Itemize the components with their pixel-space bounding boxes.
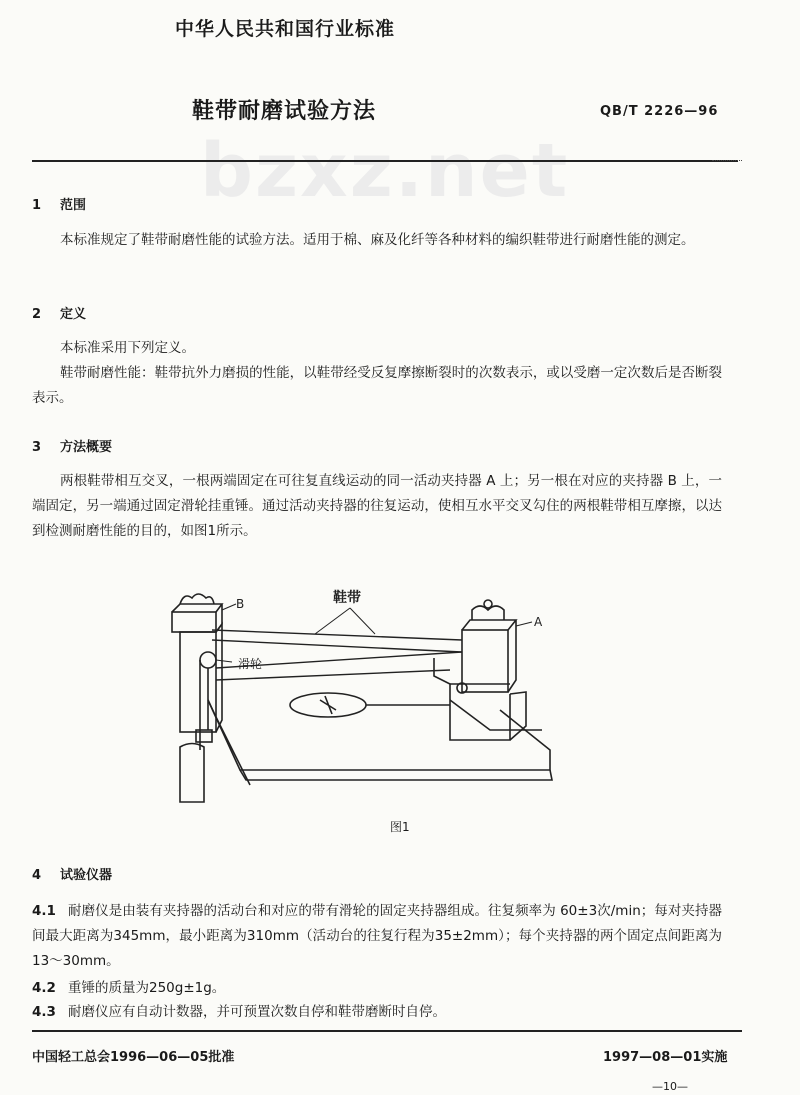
figure-1-apparatus — [150, 580, 570, 810]
header-rule — [32, 160, 738, 162]
section-number: 4 — [32, 868, 42, 883]
section-title: 试验仪器 — [60, 868, 113, 883]
base-plate — [208, 700, 550, 770]
section-3-heading — [32, 436, 112, 455]
label-b: B — [236, 597, 245, 611]
item-number: 4.1 — [32, 903, 56, 919]
implementation-date: 1997—08—01实施 — [603, 1050, 728, 1065]
clamp-b-column — [180, 632, 216, 732]
label-shoelace: 鞋带 — [333, 590, 361, 606]
section-1-heading — [32, 194, 86, 213]
section-4-heading — [32, 864, 112, 883]
label-pulley: 滑轮 — [238, 657, 263, 671]
section-number: 1 — [32, 198, 42, 213]
header-rule-dotted — [712, 160, 742, 161]
section-1-text: 本标准规定了鞋带耐磨性能的试验方法。适用于棉、麻及化纤等各种材料的编织鞋带进行耐磨性能的测定。 — [60, 232, 695, 248]
figure-caption: 图1 — [390, 820, 410, 834]
section-number: 3 — [32, 440, 42, 455]
item-number: 4.2 — [32, 980, 56, 996]
label-a: A — [534, 615, 543, 629]
clamp-a-block — [462, 630, 508, 692]
section-number: 2 — [32, 307, 42, 322]
item-text: 重锤的质量为250g±1g。 — [68, 980, 226, 996]
item-4-1 — [32, 899, 722, 974]
header-organization: 中华人民共和国行业标准 — [175, 18, 396, 40]
page-number: —10— — [652, 1080, 688, 1093]
section-2-text-2: 鞋带耐磨性能：鞋带抗外力磨损的性能，以鞋带经受反复摩擦断裂时的次数表示，或以受磨一定次数后是否断裂表示。 — [32, 365, 722, 406]
section-2-text-1: 本标准采用下列定义。 — [60, 340, 195, 356]
item-4-3 — [32, 1000, 722, 1025]
weight — [180, 744, 204, 803]
shoelace-1 — [212, 630, 462, 640]
document-title: 鞋带耐磨试验方法 — [192, 99, 377, 124]
clamp-b-top — [172, 612, 216, 632]
section-2-heading — [32, 303, 86, 322]
section-title: 方法概要 — [60, 440, 113, 455]
section-title: 定义 — [60, 307, 87, 322]
watermark: bzxz.net — [200, 128, 570, 214]
item-text: 耐磨仪是由装有夹持器的活动台和对应的带有滑轮的固定夹持器组成。往复频率为 60±3次/min；每对夹持器间最大距离为345mm，最小距离为310mm（活动台的往复行程为35±2mm）；每个夹持器的两个固定点间距离为13～30mm。 — [32, 903, 722, 969]
footer-rule — [32, 1030, 742, 1032]
item-4-2 — [32, 976, 722, 1001]
item-number: 4.3 — [32, 1004, 56, 1020]
pulley — [200, 652, 216, 668]
standard-code: QB/T 2226—96 — [600, 104, 719, 119]
section-3-text: 两根鞋带相互交叉，一根两端固定在可往复直线运动的同一活动夹持器 A 上；另一根在对应的夹持器 B 上，一端固定，另一端通过固定滑轮挂重锤。通过活动夹持器的往复运动，使相互水平交叉勾住的两根鞋带相互摩擦，以达到检测耐磨性能的目的，如图1所示。 — [32, 473, 722, 539]
section-title: 范围 — [60, 198, 87, 213]
item-text: 耐磨仪应有自动计数器，并可预置次数自停和鞋带磨断时自停。 — [68, 1004, 446, 1020]
approval-date: 中国轻工总会1996—06—05批准 — [32, 1050, 235, 1065]
